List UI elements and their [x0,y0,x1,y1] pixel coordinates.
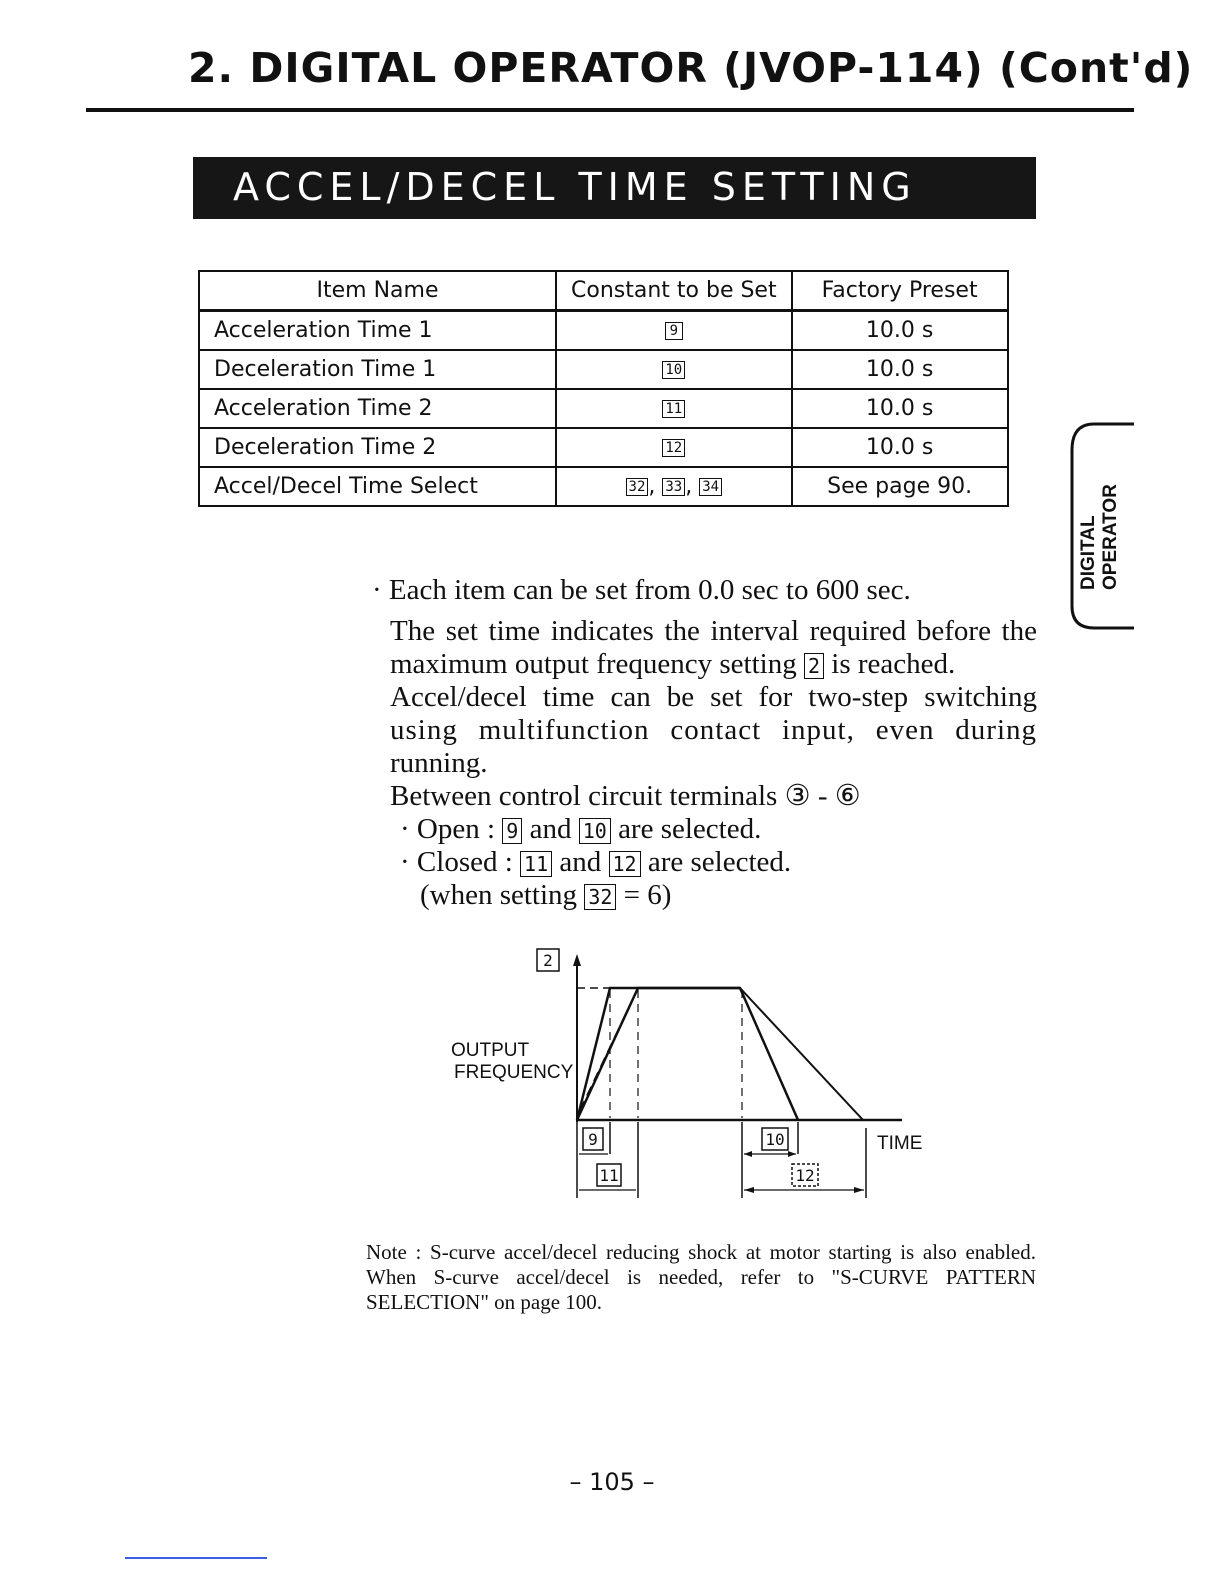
dim-arrowhead [854,1187,864,1193]
constant-box: 12 [662,439,685,457]
footer-line [125,1557,267,1559]
para1-line2-post: is reached. [831,648,956,680]
bullet: · [400,813,410,845]
body-text [372,574,1037,912]
accel1-constant: 9 [588,1130,598,1149]
y-axis-label-line2: FREQUENCY [454,1062,574,1083]
constant-box: 10 [579,818,611,844]
table-header-row [199,271,1008,311]
section-banner [193,157,1036,219]
x-axis-label: TIME [877,1133,923,1154]
constant-cell [556,350,792,389]
accel2-constant: 11 [599,1166,619,1185]
table-header-item-name: Item Name [199,271,556,311]
table-row [199,311,1008,351]
constant-box: 12 [609,851,641,877]
constant-cell [556,467,792,506]
when-pre: (when setting [420,879,578,911]
constant-box: 32 [584,884,616,910]
para2-line2: using multifunction contact input, even during [390,714,1037,746]
side-tab-line2: OPERATOR [1100,484,1121,590]
decel1-constant: 10 [765,1130,785,1149]
item-name-cell: Acceleration Time 2 [199,389,556,428]
table-row [199,350,1008,389]
para1-line1: The set time indicates the interval required before the [390,615,1037,647]
open-and: and [529,813,572,845]
closed-post: are selected. [647,846,792,878]
para1-line2 [372,648,1037,681]
constant-separator: , [685,474,700,499]
constants-table [198,270,1009,507]
para2-line3: running. [390,747,488,779]
when-line [372,879,1037,912]
item-name-cell: Acceleration Time 1 [199,311,556,351]
profile-accel2 [577,988,740,1120]
y-axis-label-line1: OUTPUT [451,1040,530,1061]
item-name-cell: Deceleration Time 2 [199,428,556,467]
constant-cell [556,311,792,351]
para1-line2-text: maximum output frequency setting [390,648,797,680]
factory-preset-cell: 10.0 s [792,428,1008,467]
side-tab-line1: DIGITAL [1078,515,1099,590]
accel-decel-diagram [440,940,940,1210]
constant-box: 11 [520,851,552,877]
item-name-cell: Accel/Decel Time Select [199,467,556,506]
open-post: are selected. [618,813,762,845]
bullet: · [400,846,410,878]
constant-box: 10 [662,361,685,379]
constant-cell [556,389,792,428]
constant-box: 33 [662,478,685,496]
range-line [372,574,1037,607]
closed-line [372,846,1037,879]
dim-arrowhead [744,1187,754,1193]
note: Note : S-curve accel/decel reducing shock at motor starting is also enabled. When S-curve accel/decel is needed, refer to "S-CURVE PATTERN SELECTION" on page 100. [366,1240,1036,1314]
open-line [372,813,1037,846]
closed-and: and [559,846,602,878]
page-title: 2. DIGITAL OPERATOR (JVOP-114) (Cont'd) [188,44,1194,92]
digital-operator-side-tab [1064,420,1134,632]
constant-cell [556,428,792,467]
constant-separator: , [648,474,663,499]
open-label: Open : [416,813,496,845]
range-text: Each item can be set from 0.0 sec to 600 sec. [388,574,911,606]
item-name-cell: Deceleration Time 1 [199,350,556,389]
section-banner-label: ACCEL/DECEL TIME SETTING [233,165,917,209]
table-header-factory-preset: Factory Preset [792,271,1008,311]
table-row [199,467,1008,506]
factory-preset-cell: See page 90. [792,467,1008,506]
when-post: = 6) [623,879,672,911]
page-number: – 105 – [569,1468,655,1496]
factory-preset-cell: 10.0 s [792,311,1008,351]
bullet: · [372,574,382,606]
constant-box: 34 [699,478,722,496]
accel-guide [580,988,638,1110]
terminals-line: Between control circuit terminals ③ - ⑥ [390,780,861,812]
constant-box: 9 [502,818,522,844]
dim-arrowhead [744,1151,752,1157]
dim-arrowhead [788,1151,796,1157]
factory-preset-cell: 10.0 s [792,389,1008,428]
factory-preset-cell: 10.0 s [792,350,1008,389]
table-row [199,389,1008,428]
title-rule [86,108,1134,112]
decel2-constant: 12 [795,1166,815,1185]
constant-box: 32 [626,478,649,496]
y-axis-arrow [573,954,581,966]
table-row [199,428,1008,467]
constant-box: 2 [804,653,824,679]
closed-label: Closed : [416,846,513,878]
constant-box: 9 [665,322,683,340]
y-axis-constant: 2 [543,951,553,970]
table-header-constant: Constant to be Set [556,271,792,311]
para2-line1: Accel/decel time can be set for two-step switching [390,681,1037,713]
constant-box: 11 [662,400,685,418]
